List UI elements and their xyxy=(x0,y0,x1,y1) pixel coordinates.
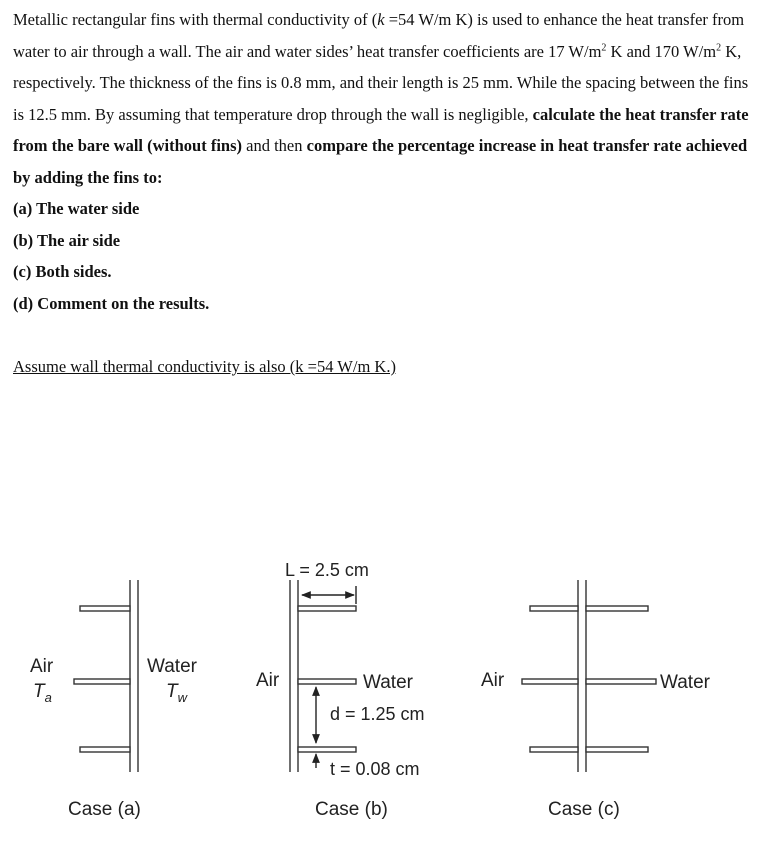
case-c-caption: Case (c) xyxy=(548,799,620,820)
case-c-fin-right-2 xyxy=(586,679,656,684)
question-list xyxy=(13,193,753,319)
case-c-fin-right-3 xyxy=(586,747,648,752)
case-c-water-label: Water xyxy=(660,672,710,693)
case-c-fin-left-1 xyxy=(530,606,578,611)
question-item-c: (c) Both sides. xyxy=(13,262,112,281)
case-c-fin-left-3 xyxy=(530,747,578,752)
problem-paragraph: Metallic rectangular fins with thermal conductivity of (k =54 W/m K) is used to enhance the heat transfer from water to air through a wall. The air and water sides’ heat transfer coefficients are 17 $W/m^2$ K and 170 $W/m^2$ K, respectively. The thickness of the fins is 0.8 mm, and their length is 25 mm. While the spacing between the fins is 12.5 mm. By assuming that temperature drop through the wall is negligible, calculate the heat transfer rate from the bare wall (without fins) and then compare the percentage increase in heat transfer rate achieved by adding the fins to: xyxy=(13,10,749,187)
assumption-note: Assume wall thermal conductivity is also (k =54 W/m K.) xyxy=(13,357,396,376)
case-a-water-label: Water xyxy=(147,656,197,677)
case-a-air-label: Air xyxy=(30,656,54,677)
case-a-fin-1 xyxy=(80,606,130,611)
case-b-caption: Case (b) xyxy=(315,799,388,820)
case-b-diagram xyxy=(290,580,356,772)
bold-task-2: compare the percentage increase in heat transfer rate achieved by adding the fins to: xyxy=(13,136,748,187)
case-c-diagram xyxy=(522,580,656,772)
case-a-fin-3 xyxy=(80,747,130,752)
case-c-air-label: Air xyxy=(481,670,505,691)
case-c-fin-right-1 xyxy=(586,606,648,611)
case-a-fin-2 xyxy=(74,679,130,684)
case-a-ta-label: $T_a$ xyxy=(33,681,52,705)
case-b-thickness-label: t = 0.08 cm xyxy=(330,759,420,779)
fin-cases-figure xyxy=(0,540,779,840)
case-b-air-label: Air xyxy=(256,670,280,691)
case-c-fin-left-2 xyxy=(522,679,578,684)
problem-statement xyxy=(13,4,753,383)
case-b-length-label: L = 2.5 cm xyxy=(285,560,369,580)
case-b-water-label: Water xyxy=(363,672,413,693)
case-b-fin-2 xyxy=(298,679,356,684)
case-b-fin-3 xyxy=(298,747,356,752)
question-item-b: (b) The air side xyxy=(13,230,121,250)
case-b-fin-1 xyxy=(298,606,356,611)
case-a-diagram xyxy=(74,580,138,772)
bold-task-1: calculate the heat transfer rate from the bare wall (without fins) xyxy=(13,104,749,155)
question-item-a: (a) The water side xyxy=(13,199,140,218)
case-a-caption: Case (a) xyxy=(68,799,141,820)
question-item-d: (d) Comment on the results. xyxy=(13,293,210,313)
case-b-spacing-label: d = 1.25 cm xyxy=(330,704,425,724)
case-a-tw-label: $T_w$ xyxy=(166,681,187,705)
